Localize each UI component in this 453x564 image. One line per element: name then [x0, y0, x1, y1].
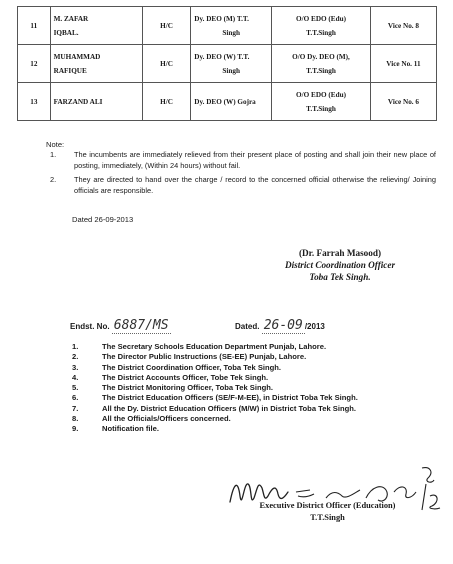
officer-name: (Dr. Farrah Masood): [298, 248, 382, 258]
vice-cell: Vice No. 6: [370, 83, 436, 121]
name-cell: FARZAND ALI: [50, 83, 142, 121]
name-cell: M. ZAFAR IQBAL.: [50, 7, 142, 45]
serial-cell: 12: [18, 45, 51, 83]
from-cell: Dy. DEO (W) T.T. Singh: [191, 45, 272, 83]
table-row: [18, 83, 437, 121]
note-list: [46, 150, 436, 200]
postings-table: [17, 6, 437, 121]
officer-designation: District Coordination Officer: [284, 260, 396, 270]
to-cell: O/O EDO (Edu) T.T.Singh: [272, 7, 371, 45]
table-row: [18, 45, 437, 83]
list-item: 4. The District Accounts Officer, Tobe Tek Singh.: [72, 372, 269, 382]
list-item: 8. All the Officials/Officers concerned.: [72, 414, 231, 424]
endorsement-number: Endst. No. 6887/MS: [70, 318, 169, 333]
order-date: Dated 26-09-2013: [72, 215, 134, 224]
endorsement-date: Dated. 26-09 /2013: [235, 318, 325, 333]
vice-cell: Vice No. 11: [370, 45, 436, 83]
list-item: 6. The District Education Officers (SE/F-M-EE), in District Toba Tek Singh.: [72, 393, 358, 403]
serial-cell: 11: [18, 7, 51, 45]
note-heading: Note:: [46, 140, 65, 149]
category-cell: H/C: [142, 83, 190, 121]
list-item: 7. All the Dy. District Education Officers (M/W) in District Toba Tek Singh.: [72, 403, 356, 413]
to-cell: O/O EDO (Edu) T.T.Singh: [272, 83, 371, 121]
list-item: 2. The Director Public Instructions (SE-EE) Punjab, Lahore.: [72, 352, 307, 362]
list-item: 5. The District Monitoring Officer, Toba Tek Singh.: [72, 383, 274, 393]
list-item: 1. The Secretary Schools Education Department Punjab, Lahore.: [72, 342, 327, 351]
from-cell: Dy. DEO (W) Gojra: [191, 83, 272, 121]
name-cell: MUHAMMAD RAFIQUE: [50, 45, 142, 83]
officer-block: [270, 247, 410, 283]
executive-place: T.T.Singh: [310, 512, 345, 522]
distribution-list: [72, 342, 358, 435]
to-cell: O/O Dy. DEO (M), T.T.Singh: [272, 45, 371, 83]
officer-place: Toba Tek Singh.: [309, 272, 371, 282]
category-cell: H/C: [142, 7, 190, 45]
executive-title: Executive District Officer (Education): [259, 501, 396, 510]
list-item: 9. Notification file.: [72, 424, 159, 434]
note-item: 1. The incumbents are immediately relieved from their present place of posting and shall join their new place of posting, immediately, (Within 24 hours) without fail.: [50, 150, 436, 170]
handwritten-date: 26-09: [263, 318, 303, 333]
list-item: 3. The District Coordination Officer, Toba Tek Singh.: [72, 362, 282, 372]
category-cell: H/C: [142, 45, 190, 83]
vice-cell: Vice No. 8: [370, 7, 436, 45]
table-row: [18, 7, 437, 45]
from-cell: Dy. DEO (M) T.T. Singh: [191, 7, 272, 45]
handwritten-endst-number: 6887/MS: [113, 318, 169, 333]
executive-officer-block: [240, 500, 415, 523]
note-item: 2. They are directed to hand over the charge / record to the concerned official otherwise the relieving/ Joining officials are responsible.: [50, 175, 436, 195]
serial-cell: 13: [18, 83, 51, 121]
